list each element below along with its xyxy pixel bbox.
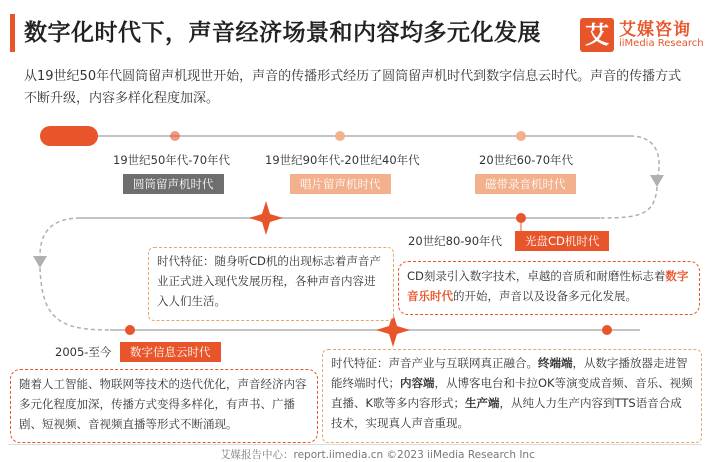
era-pill-5: 数字信息云时代 [120,342,221,362]
features-key-production: 生产端 [465,396,500,410]
page-title: 数字化时代下，声音经济场景和内容均多元化发展 [24,20,541,46]
footer-credit: 艾媒报告中心：report.iimedia.cn ©2023 iiMedia Research Inc [220,449,535,461]
track-curve-right-2 [600,187,657,218]
timeline-dot-1 [170,131,180,141]
period-label-4: 20世纪80-90年代 [408,234,503,248]
cd-note-highlight: 数字音乐时代 [407,269,689,303]
footer-divider [8,444,702,445]
track-curve-left-2 [40,268,110,330]
features-text-production: ，从纯人力生产内容到TTS语音合成技术，实现真人声音重现。 [331,396,682,430]
arrow-down-left-icon [33,256,47,268]
era-pill-4: 光盘CD机时代 [515,231,609,251]
track-curve-left [40,218,80,256]
logo-mark: 艾 [580,18,614,52]
features-text-terminal: ，从数字播放器走进智能终端时代； [331,356,688,390]
period-label-3: 20世纪60-70年代 [479,153,574,167]
logo-name: 艾媒咨询 [619,20,691,40]
track-curve-right [630,136,659,178]
arrow-down-right-icon [650,175,664,187]
logo-subtitle: iiMedia Research [619,38,704,49]
features-key-content: 内容端 [400,376,435,390]
era-pill-3: 磁带录音机时代 [475,174,576,194]
timeline-dot-3 [516,131,526,141]
timeline-dot-6 [602,325,612,335]
sparkle-icon [249,201,283,235]
cd-era-note [398,261,700,315]
record-era-note: 时代特征：随身听CD机的出现标志着声音产业正式进入现代发展历程，各种声音内容进入人们生活。 [148,247,394,321]
era-pill-2: 唱片留声机时代 [290,174,391,194]
features-key-terminal: 终端端 [538,356,573,370]
cd-note-text-end: 的开始，声音以及设备多元化发展。 [453,289,637,303]
timeline-start-marker [40,126,98,146]
period-label-5: 2005-至今 [55,345,112,359]
timeline-dot-4 [516,213,526,223]
features-text-content: ，从博客电台和卡拉OK等演变成音频、音乐、视频直播、K歌等多内容形式； [331,376,693,410]
period-label-1: 19世纪50年代-70年代 [113,153,231,167]
timeline-dot-2 [335,131,345,141]
cd-note-text: CD刻录引入数字技术，卓越的音质和耐磨性标志着 [407,269,666,283]
cloud-features-note [322,349,702,443]
period-label-2: 19世纪90年代-20世纪40年代 [265,153,420,167]
intro-paragraph: 从19世纪50年代圆筒留声机现世开始，声音的传播形式经历了圆筒留声机时代到数字信息云时代。声音的传播方式不断升级，内容多样化程度加深。 [24,69,682,106]
era-pill-1: 圆筒留声机时代 [123,174,224,194]
timeline-dot-5 [125,325,135,335]
features-lead: 时代特征：声音产业与互联网真正融合。 [331,356,538,370]
cloud-era-note: 随着人工智能、物联网等技术的迭代优化，声音经济内容多元化程度加深，传播方式变得多样化，有声书、广播剧、短视频、音视频直播等形式不断涌现。 [10,369,318,443]
